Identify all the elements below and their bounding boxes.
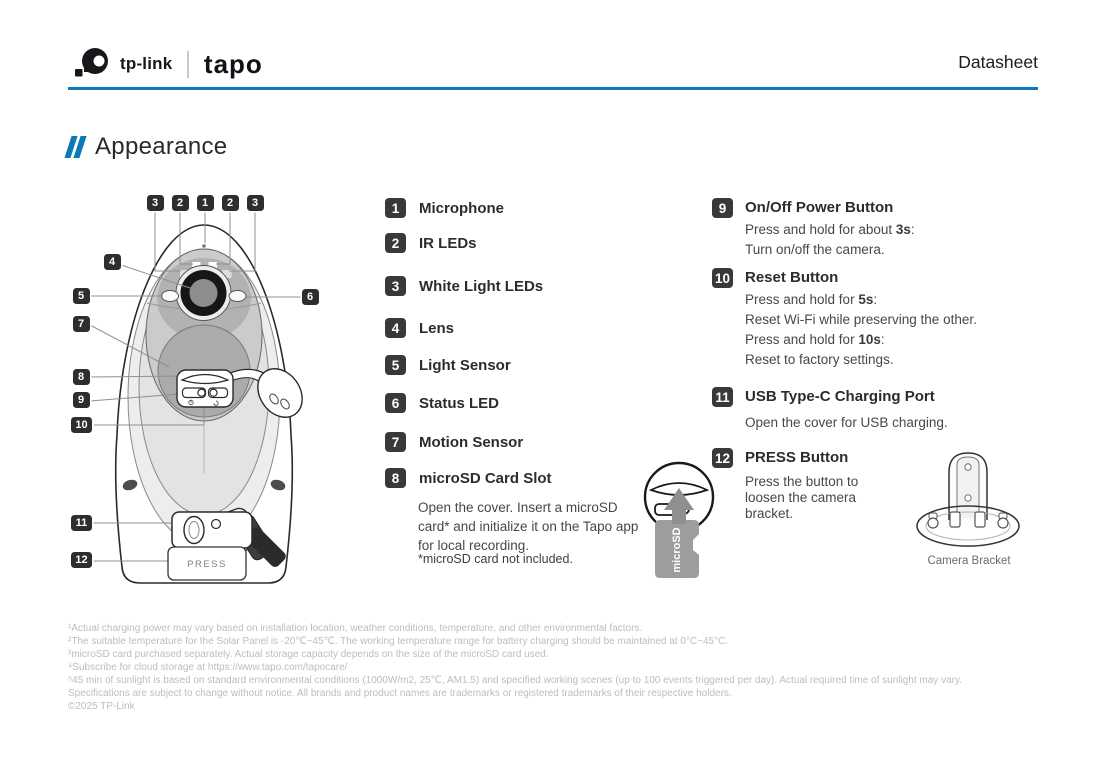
control-body (745, 387, 948, 433)
doc-type-label: Datasheet (958, 52, 1038, 72)
tp-link-logo-icon (75, 48, 109, 80)
callout-4: 4 (104, 254, 121, 270)
feature-number: 6 (385, 393, 406, 413)
feature-label: White Light LEDs (419, 277, 544, 295)
double-slash-icon (68, 136, 86, 158)
control-line (745, 474, 897, 522)
feature-item-7 (385, 432, 523, 452)
control-body (745, 268, 977, 370)
feature-item-1 (385, 198, 504, 218)
line-text: Reset Wi-Fi while preserving the other. (745, 312, 977, 327)
control-item-12 (712, 448, 897, 522)
control-line (745, 220, 915, 240)
feature-number: 7 (385, 432, 406, 452)
control-title: Reset Button (745, 269, 839, 286)
callout-2-left: 2 (172, 195, 189, 211)
brand-divider (187, 51, 189, 78)
callout-3-left: 3 (147, 195, 164, 211)
callout-6: 6 (302, 289, 319, 305)
feature-item-4 (385, 318, 454, 338)
control-item-10 (712, 268, 977, 370)
callout-1: 1 (197, 195, 214, 211)
control-item-11 (712, 387, 948, 433)
line-text: Press and hold for (745, 332, 859, 347)
line-bold: 5s (858, 292, 874, 307)
control-number: 12 (712, 448, 733, 468)
control-line (745, 310, 977, 330)
feature-number: 4 (385, 318, 406, 338)
control-title: PRESS Button (745, 449, 849, 466)
header (75, 48, 263, 80)
line-text: : (873, 292, 878, 307)
footnote-copyright: ©2025 TP-Link (68, 701, 135, 712)
footnote-2: ²The suitable temperature for the Solar Panel is -20℃~45℃. The working temperature range for battery charging should be maintained at 0°C~45°C. (68, 636, 729, 647)
line-text: Reset to factory settings. (745, 352, 894, 367)
callout-7: 7 (73, 316, 90, 332)
control-title: USB Type-C Charging Port (745, 388, 935, 405)
control-line (745, 330, 977, 350)
line-text: Press and hold for about (745, 222, 896, 237)
feature-item-5 (385, 355, 511, 375)
feature-item-3 (385, 276, 543, 296)
bracket-caption: Camera Bracket (927, 555, 1011, 567)
control-line (745, 240, 915, 260)
callout-12: 12 (71, 552, 92, 568)
control-body (745, 198, 915, 260)
callout-3-right: 3 (247, 195, 264, 211)
feature-number: 3 (385, 276, 406, 296)
tp-link-wordmark: tp-link (120, 54, 173, 73)
line-text: Open the cover for USB charging. (745, 415, 948, 430)
microsd-not-included-note: *microSD card not included. (418, 552, 573, 566)
control-body (745, 448, 897, 522)
feature-label: Lens (419, 319, 455, 337)
line-bold: 10s (858, 332, 881, 347)
feature-label: Light Sensor (419, 356, 511, 374)
tapo-wordmark: tapo (203, 48, 263, 79)
control-line (745, 413, 948, 433)
feature-label: Motion Sensor (419, 433, 524, 451)
callout-10: 10 (71, 417, 92, 433)
feature-label: Microphone (419, 199, 504, 217)
feature-label: microSD Card Slot (419, 469, 552, 487)
feature-number: 1 (385, 198, 406, 218)
control-line (745, 350, 977, 370)
feature-label: IR LEDs (419, 234, 477, 252)
callout-2-right: 2 (222, 195, 239, 211)
camera-illustration (70, 185, 380, 605)
line-bold: 3s (895, 222, 911, 237)
control-number: 10 (712, 268, 733, 288)
footnote-5: ⁵45 min of sunlight is based on standard environmental conditions (1000W/m2, 25℃, AM1.5) and specified working scenes (up to 100 events triggered per day). Actual required time of sunlight may vary. (68, 675, 962, 686)
line-text: : (910, 222, 915, 237)
feature-number: 2 (385, 233, 406, 253)
header-rule (68, 87, 1038, 90)
section-title-text: Appearance (95, 133, 228, 160)
callout-8: 8 (73, 369, 90, 385)
footnote-4: ⁴Subscribe for cloud storage at https://www.tapo.com/tapocare/ (68, 662, 348, 673)
press-label: PRESS (187, 559, 227, 570)
control-title: On/Off Power Button (745, 199, 894, 216)
microsd-card-label: microSD (671, 527, 683, 573)
control-line (745, 290, 977, 310)
feature-item-8 (385, 468, 552, 488)
callout-5: 5 (73, 288, 90, 304)
microsd-slot-description: Open the cover. Insert a microSD card* and initialize it on the Tapo app for local recording. (418, 500, 639, 553)
line-text: Turn on/off the camera. (745, 242, 885, 257)
section-heading (68, 133, 227, 161)
feature-item-6 (385, 393, 499, 413)
control-number: 9 (712, 198, 733, 218)
callout-9: 9 (73, 392, 90, 408)
feature-item-2 (385, 233, 477, 253)
control-item-9 (712, 198, 915, 260)
callout-11: 11 (71, 515, 92, 531)
camera-bracket-illustration (908, 450, 1028, 550)
footnotes-block (68, 622, 1076, 713)
line-text: Press the button to loosen the camera bracket. (745, 474, 859, 521)
feature-label: Status LED (419, 394, 500, 412)
line-text: : (880, 332, 885, 347)
footnote-disclaimer: Specifications are subject to change without notice. All brands and product names are trademarks or registered trademarks of their respective holders. (68, 688, 732, 699)
control-number: 11 (712, 387, 733, 407)
camera-front-diagram (70, 185, 380, 605)
feature-number: 8 (385, 468, 406, 488)
line-text: Press and hold for (745, 292, 859, 307)
footnote-3: ³microSD card purchased separately. Actual storage capacity depends on the size of the microSD card used. (68, 649, 549, 660)
feature-number: 5 (385, 355, 406, 375)
footnote-1: ¹Actual charging power may vary based on installation location, weather conditions, temperature, and other environmental factors. (68, 623, 643, 634)
